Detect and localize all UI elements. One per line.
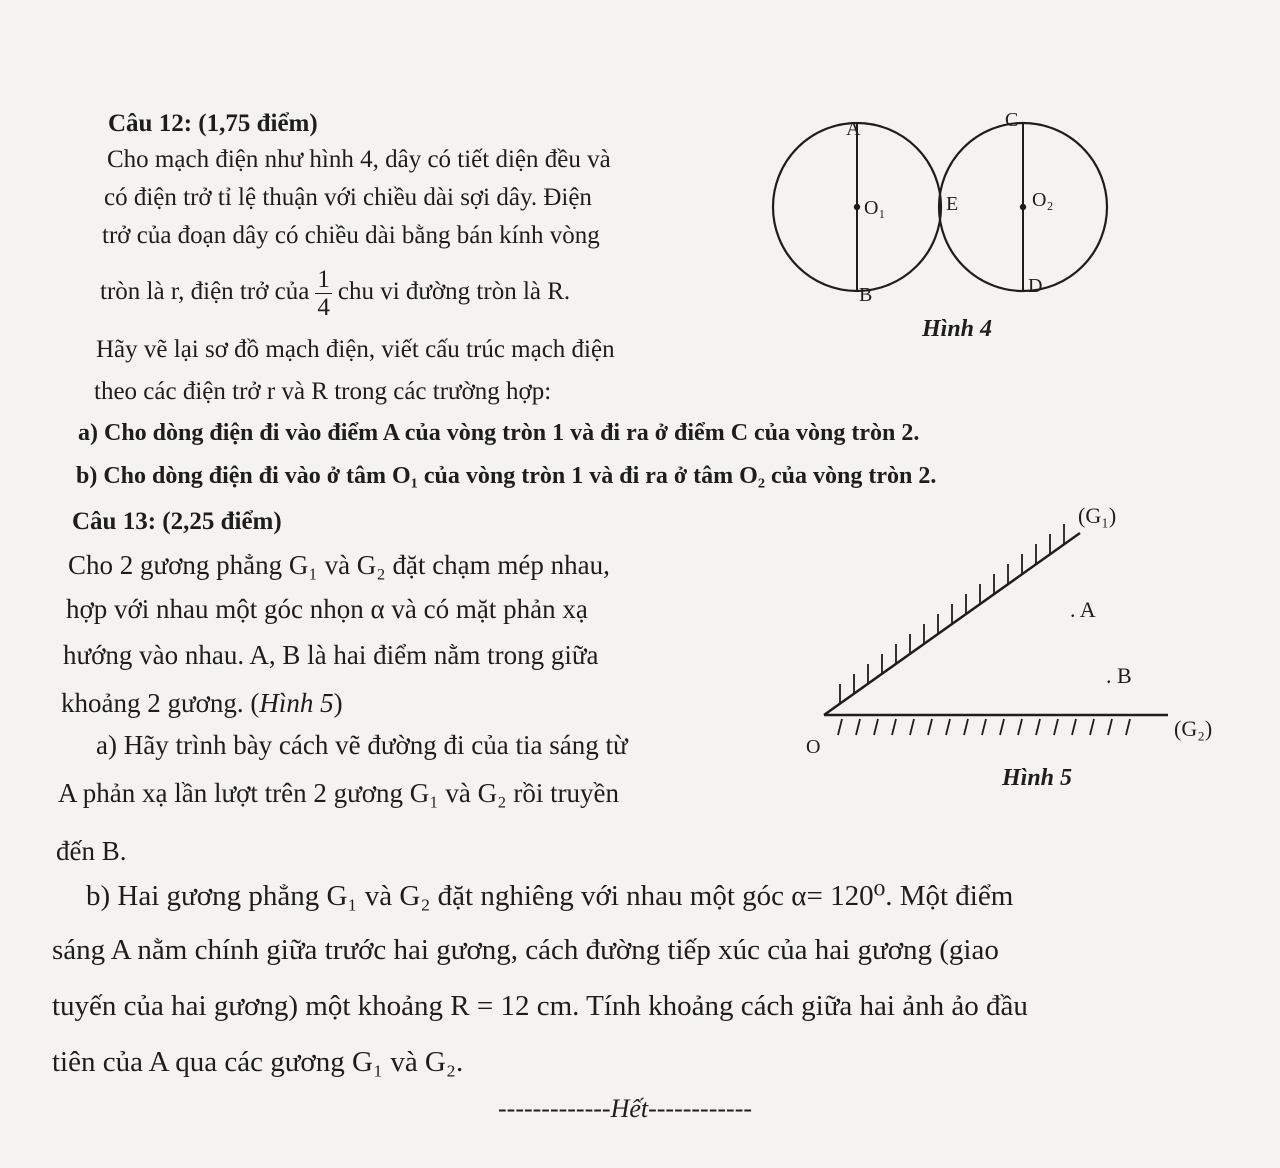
q12-text-line-2: có điện trở tỉ lệ thuận với chiều dài sợi dây. Điện — [104, 184, 592, 211]
mirror-g2-hatching — [838, 719, 1130, 735]
q13-text-line-1: Cho 2 gương phẳng G₁ và G₂ đặt chạm mép nhau, — [68, 550, 610, 580]
q12-text-line-5: Hãy vẽ lại sơ đồ mạch điện, viết cấu trúc mạch điện — [96, 336, 615, 363]
label-e: E — [946, 193, 959, 215]
q12-text-line-6: theo các điện trở r và R trong các trường hợp: — [94, 378, 552, 405]
q13-text-line-2: hợp với nhau một góc nhọn α và có mặt phản xạ — [66, 594, 588, 624]
figure-4-caption: Hình 4 — [922, 316, 993, 342]
mirror-g1-hatching — [840, 524, 1064, 704]
q13-text-line-4 — [61, 688, 343, 719]
fraction-one-quarter — [315, 266, 332, 321]
center-o2-dot — [1020, 204, 1026, 210]
q12-text-line-3: trở của đoạn dây có chiều dài bằng bán kính vòng — [102, 222, 600, 249]
end-dashes-right: ------------ — [648, 1094, 753, 1123]
label-c: C — [1005, 109, 1019, 131]
q13-part-b-line-3: tuyến của hai gương) một khoảng R = 12 cm. Tính khoảng cách giữa hai ảnh ảo đầu — [52, 990, 1028, 1022]
q12-text-line-1: Cho mạch điện như hình 4, dây có tiết diện đều và — [107, 146, 611, 173]
end-word: Hết — [610, 1094, 649, 1123]
figure-5-mirrors — [780, 495, 1240, 805]
label-o2: O₂ — [1032, 189, 1054, 211]
q12-part-b: b) Cho dòng điện đi vào ở tâm O₁ của vòng tròn 1 và đi ra ở tâm O₂ của vòng tròn 2. — [76, 463, 937, 489]
q13-text-line-3: hướng vào nhau. A, B là hai điểm nằm trong giữa — [63, 640, 599, 670]
label-o: O — [806, 736, 821, 758]
q12-text-line-4 — [100, 266, 570, 321]
label-b: B — [859, 284, 873, 306]
label-d: D — [1028, 275, 1043, 297]
q13-text-line-4-start: khoảng 2 gương. ( — [61, 688, 260, 718]
label-point-b: . B — [1106, 663, 1132, 688]
figure-5-caption: Hình 5 — [1002, 765, 1073, 791]
q13-part-a-line-2: A phản xạ lần lượt trên 2 gương G₁ và G₂ rồi truyền — [58, 778, 620, 808]
q13-text-line-4-end: ) — [333, 688, 343, 718]
label-a: A — [846, 118, 861, 140]
center-o1-dot — [854, 204, 860, 210]
q13-part-a-line-3: đến B. — [56, 836, 127, 866]
q13-part-b-line-2: sáng A nằm chính giữa trước hai gương, cách đường tiếp xúc của hai gương (giao — [52, 934, 999, 966]
fraction-denominator: 4 — [317, 294, 330, 321]
fraction-numerator: 1 — [317, 266, 330, 293]
figure-4-circuit — [760, 100, 1120, 350]
q13-heading: Câu 13: (2,25 điểm) — [72, 508, 282, 535]
q13-part-a-line-1: a) Hãy trình bày cách vẽ đường đi của tia sáng từ — [96, 730, 628, 760]
label-g2: (G₂) — [1174, 716, 1213, 741]
end-marker — [498, 1094, 752, 1124]
label-point-a: . A — [1070, 597, 1096, 622]
label-o1: O₁ — [864, 197, 886, 219]
label-g1: (G₁) — [1078, 503, 1117, 528]
q13-part-b-line-4: tiên của A qua các gương G₁ và G₂. — [52, 1046, 464, 1078]
end-dashes-left: ------------- — [498, 1094, 611, 1123]
q13-figure-ref: Hình 5 — [259, 688, 334, 718]
q12-part-a: a) Cho dòng điện đi vào điểm A của vòng tròn 1 và đi ra ở điểm C của vòng tròn 2. — [78, 420, 920, 446]
q12-heading: Câu 12: (1,75 điểm) — [108, 110, 318, 137]
q13-part-b-line-1: b) Hai gương phẳng G₁ và G₂ đặt nghiêng với nhau một góc α= 120⁰. Một điểm — [86, 880, 1014, 912]
q12-text-line-4-start: tròn là r, điện trở của — [100, 278, 310, 306]
q12-text-line-4-end: chu vi đường tròn là R. — [337, 278, 571, 306]
